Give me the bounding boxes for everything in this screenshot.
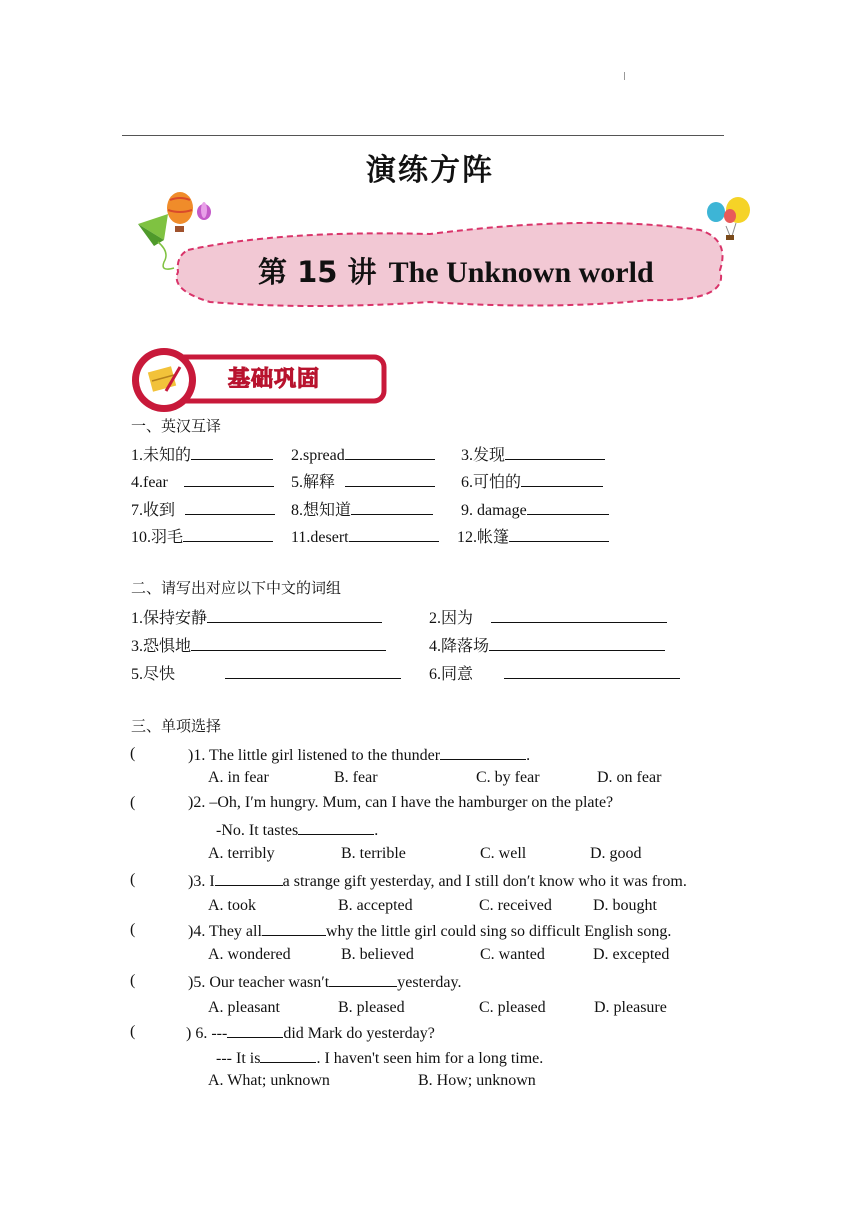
option-a: A. took — [208, 897, 256, 914]
option-c: C. by fear — [476, 769, 540, 786]
vocab-item: 5.解释 — [291, 471, 435, 493]
vocab-item: 6.可怕的 — [461, 471, 603, 493]
vocab-item: 8.想知道 — [291, 499, 433, 521]
option-d: D. excepted — [593, 946, 670, 963]
phrase-item: 5.尽快 — [131, 663, 401, 685]
option-a: A. pleasant — [208, 999, 280, 1016]
answer-paren: ( — [130, 794, 136, 811]
option-b: B. accepted — [338, 897, 413, 914]
question-4: )4. They all why the little girl could sing so difficult English song. — [188, 920, 671, 942]
answer-paren: ( — [130, 972, 136, 989]
question-6-reply: --- It is . I haven't seen him for a long time. — [216, 1047, 543, 1069]
option-c: C. pleased — [479, 999, 546, 1016]
vocab-item: 7.收到 — [131, 499, 275, 521]
option-c: C. received — [479, 897, 552, 914]
phrase-item: 3.恐惧地 — [131, 635, 386, 657]
vocab-item: 1.未知的 — [131, 444, 273, 466]
option-a: A. in fear — [208, 769, 269, 786]
question-6: ) 6. --- did Mark do yesterday? — [186, 1022, 435, 1044]
option-c: C. wanted — [480, 946, 545, 963]
vocab-item: 4.fear — [131, 471, 274, 493]
page-title: 演练方阵 — [366, 153, 494, 188]
option-b: B. How; unknown — [418, 1072, 536, 1089]
option-a: A. What; unknown — [208, 1072, 330, 1089]
option-d: D. on fear — [597, 769, 662, 786]
lesson-title — [258, 250, 654, 291]
lesson-name: The Unknown world — [388, 256, 654, 289]
option-b: B. believed — [341, 946, 414, 963]
vocab-item: 12.帐篷 — [457, 526, 609, 548]
option-d: D. pleasure — [594, 999, 667, 1016]
option-b: B. fear — [334, 769, 378, 786]
question-1: )1. The little girl listened to the thunder . — [188, 744, 530, 766]
vocab-item: 10.羽毛 — [131, 526, 273, 548]
option-a: A. wondered — [208, 946, 291, 963]
lesson-number: 第 15 讲 — [258, 255, 377, 289]
question-3: )3. I a strange gift yesterday, and I still don′t know who it was from. — [188, 870, 687, 892]
balloons-right-icon — [707, 197, 750, 240]
option-a: A. terribly — [208, 845, 275, 862]
part2-heading: 二、请写出对应以下中文的词组 — [131, 579, 342, 597]
balloon-icon — [167, 192, 211, 232]
option-d: D. good — [590, 845, 642, 862]
question-5: )5. Our teacher wasn′t yesterday. — [188, 971, 461, 993]
part1-heading: 一、英汉互译 — [131, 417, 222, 435]
answer-paren: ( — [130, 871, 136, 888]
kite-icon — [138, 214, 174, 269]
phrase-item: 4.降落场 — [429, 635, 665, 657]
section-badge-label: 基础巩固 — [228, 367, 321, 392]
page-mark — [624, 72, 625, 80]
phrase-item: 2.因为 — [429, 607, 667, 629]
vocab-item: 9. damage — [461, 499, 609, 521]
answer-paren: ( — [130, 1023, 136, 1040]
answer-paren: ( — [130, 745, 136, 762]
option-d: D. bought — [593, 897, 657, 914]
vocab-item: 11.desert — [291, 526, 439, 548]
option-b: B. pleased — [338, 999, 405, 1016]
vocab-item: 3.发现 — [461, 444, 605, 466]
vocab-item: 2.spread — [291, 444, 435, 466]
option-b: B. terrible — [341, 845, 406, 862]
header-rule — [122, 135, 724, 136]
question-2-reply: -No. It tastes . — [216, 819, 378, 841]
answer-paren: ( — [130, 921, 136, 938]
phrase-item: 6.同意 — [429, 663, 680, 685]
option-c: C. well — [480, 845, 527, 862]
part3-heading: 三、单项选择 — [131, 717, 222, 735]
phrase-item: 1.保持安静 — [131, 607, 382, 629]
question-2: )2. –Oh, I′m hungry. Mum, can I have the hamburger on the plate? — [188, 794, 614, 811]
